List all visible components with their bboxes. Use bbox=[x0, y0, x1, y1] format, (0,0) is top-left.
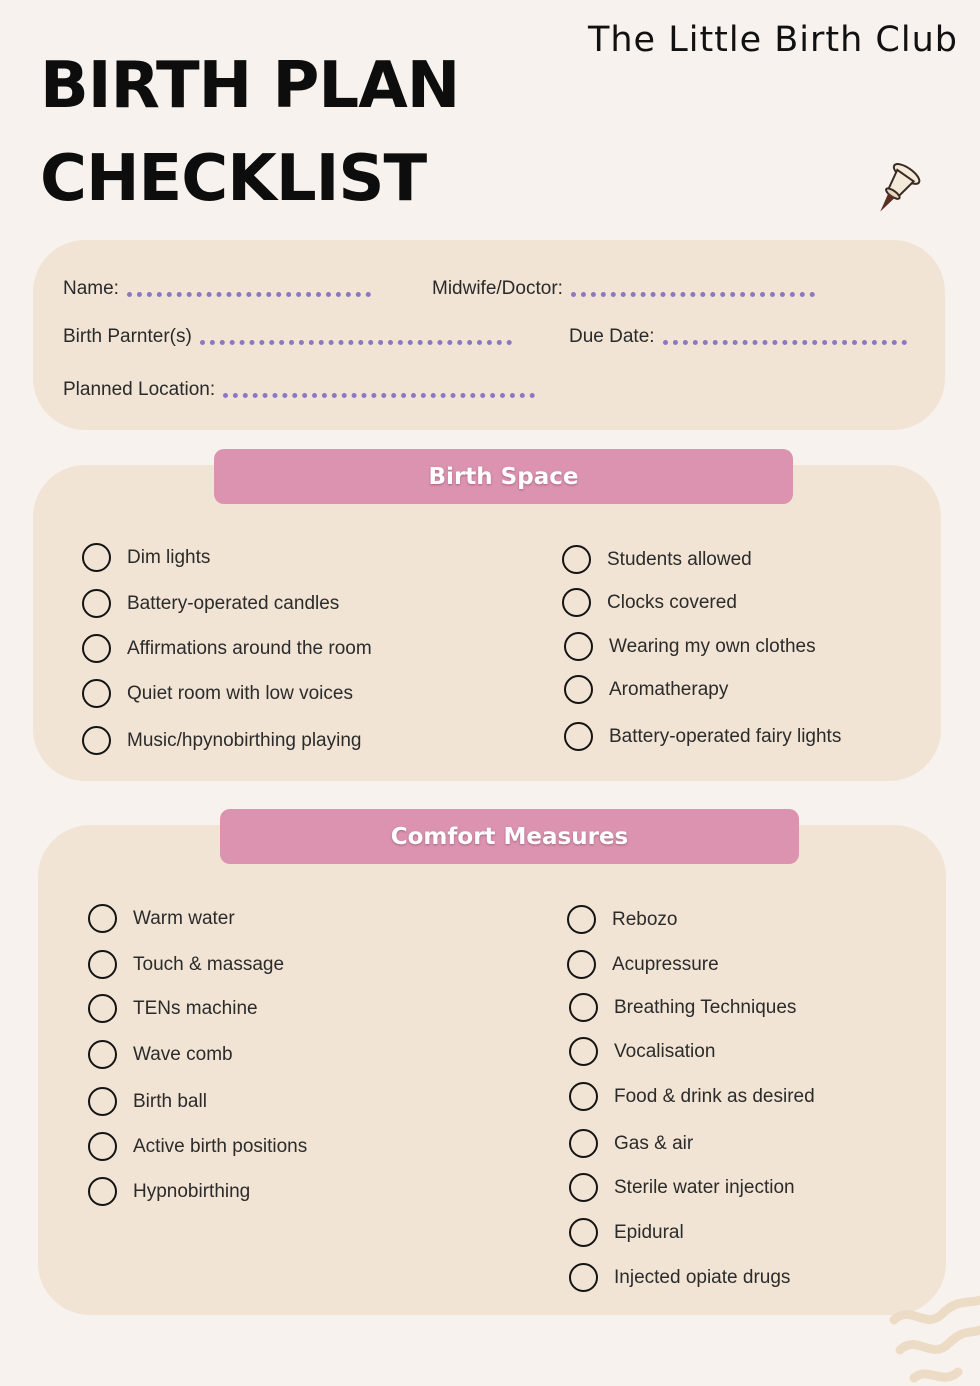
checkbox-circle-icon[interactable] bbox=[569, 1173, 598, 1202]
checklist-item[interactable]: Dim lights bbox=[82, 543, 210, 572]
checklist-item[interactable]: Rebozo bbox=[567, 905, 678, 934]
checklist-item[interactable]: Quiet room with low voices bbox=[82, 679, 353, 708]
checklist-item[interactable]: TENs machine bbox=[88, 994, 258, 1023]
checkbox-circle-icon[interactable] bbox=[82, 726, 111, 755]
checklist-item[interactable]: Hypnobirthing bbox=[88, 1177, 250, 1206]
checkbox-circle-icon[interactable] bbox=[82, 634, 111, 663]
checklist-item[interactable]: Vocalisation bbox=[569, 1037, 715, 1066]
checklist-item[interactable]: Breathing Techniques bbox=[569, 993, 796, 1022]
checklist-item[interactable]: Sterile water injection bbox=[569, 1173, 795, 1202]
checkbox-circle-icon[interactable] bbox=[569, 993, 598, 1022]
page-title bbox=[40, 40, 459, 226]
checkbox-circle-icon[interactable] bbox=[82, 589, 111, 618]
name-label: Name: bbox=[63, 278, 119, 299]
checklist-item[interactable]: Acupressure bbox=[567, 950, 719, 979]
checkbox-circle-icon[interactable] bbox=[82, 543, 111, 572]
checklist-item[interactable]: Birth ball bbox=[88, 1087, 207, 1116]
checklist-item[interactable]: Battery-operated fairy lights bbox=[564, 722, 841, 751]
checkbox-circle-icon[interactable] bbox=[88, 1087, 117, 1116]
location-input-line[interactable] bbox=[223, 393, 535, 398]
due-date-field[interactable] bbox=[569, 326, 907, 348]
checkbox-circle-icon[interactable] bbox=[569, 1129, 598, 1158]
checklist-item[interactable]: Music/hpynobirthing playing bbox=[82, 726, 361, 755]
checkbox-circle-icon[interactable] bbox=[567, 905, 596, 934]
partner-field[interactable] bbox=[63, 326, 512, 348]
checklist-item[interactable]: Touch & massage bbox=[88, 950, 284, 979]
checkbox-circle-icon[interactable] bbox=[88, 1177, 117, 1206]
partner-input-line[interactable] bbox=[200, 340, 512, 345]
title-line-2: CHECKLIST bbox=[40, 142, 427, 216]
checkbox-circle-icon[interactable] bbox=[569, 1037, 598, 1066]
checkbox-circle-icon[interactable] bbox=[88, 1040, 117, 1069]
checkbox-circle-icon[interactable] bbox=[564, 675, 593, 704]
title-line-1: BIRTH PLAN bbox=[40, 49, 460, 123]
checklist-item[interactable]: Warm water bbox=[88, 904, 235, 933]
checkbox-circle-icon[interactable] bbox=[88, 1132, 117, 1161]
midwife-label: Midwife/Doctor: bbox=[432, 278, 563, 299]
checkbox-circle-icon[interactable] bbox=[569, 1082, 598, 1111]
checklist-item[interactable]: Wave comb bbox=[88, 1040, 233, 1069]
checklist-item[interactable]: Students allowed bbox=[562, 545, 752, 574]
checklist-item[interactable]: Battery-operated candles bbox=[82, 589, 339, 618]
midwife-field[interactable] bbox=[432, 278, 815, 300]
checkbox-circle-icon[interactable] bbox=[562, 588, 591, 617]
checklist-item[interactable]: Epidural bbox=[569, 1218, 684, 1247]
checkbox-circle-icon[interactable] bbox=[564, 722, 593, 751]
checkbox-circle-icon[interactable] bbox=[564, 632, 593, 661]
birth-space-banner: Birth Space bbox=[214, 449, 793, 504]
checklist-item[interactable]: Food & drink as desired bbox=[569, 1082, 815, 1111]
checkbox-circle-icon[interactable] bbox=[562, 545, 591, 574]
name-field[interactable] bbox=[63, 278, 371, 300]
midwife-input-line[interactable] bbox=[571, 292, 815, 297]
checklist-item[interactable]: Injected opiate drugs bbox=[569, 1263, 790, 1292]
brand-name: The Little Birth Club bbox=[588, 20, 958, 60]
checklist-item[interactable]: Clocks covered bbox=[562, 588, 737, 617]
location-field[interactable] bbox=[63, 379, 535, 401]
checkbox-circle-icon[interactable] bbox=[82, 679, 111, 708]
checklist-item[interactable]: Gas & air bbox=[569, 1129, 693, 1158]
checkbox-circle-icon[interactable] bbox=[88, 994, 117, 1023]
due-date-input-line[interactable] bbox=[663, 340, 907, 345]
name-input-line[interactable] bbox=[127, 292, 371, 297]
checkbox-circle-icon[interactable] bbox=[569, 1218, 598, 1247]
due-date-label: Due Date: bbox=[569, 326, 655, 347]
push-pin-icon bbox=[862, 160, 926, 224]
checklist-item[interactable]: Wearing my own clothes bbox=[564, 632, 816, 661]
checkbox-circle-icon[interactable] bbox=[88, 904, 117, 933]
comfort-measures-card bbox=[38, 825, 946, 1315]
checklist-item[interactable]: Active birth positions bbox=[88, 1132, 307, 1161]
squiggle-decoration-icon bbox=[880, 1290, 980, 1386]
checklist-item[interactable]: Affirmations around the room bbox=[82, 634, 372, 663]
partner-label: Birth Parnter(s) bbox=[63, 326, 192, 347]
location-label: Planned Location: bbox=[63, 379, 216, 400]
comfort-measures-banner: Comfort Measures bbox=[220, 809, 799, 864]
checkbox-circle-icon[interactable] bbox=[569, 1263, 598, 1292]
checklist-item[interactable]: Aromatherapy bbox=[564, 675, 728, 704]
checkbox-circle-icon[interactable] bbox=[567, 950, 596, 979]
checkbox-circle-icon[interactable] bbox=[88, 950, 117, 979]
